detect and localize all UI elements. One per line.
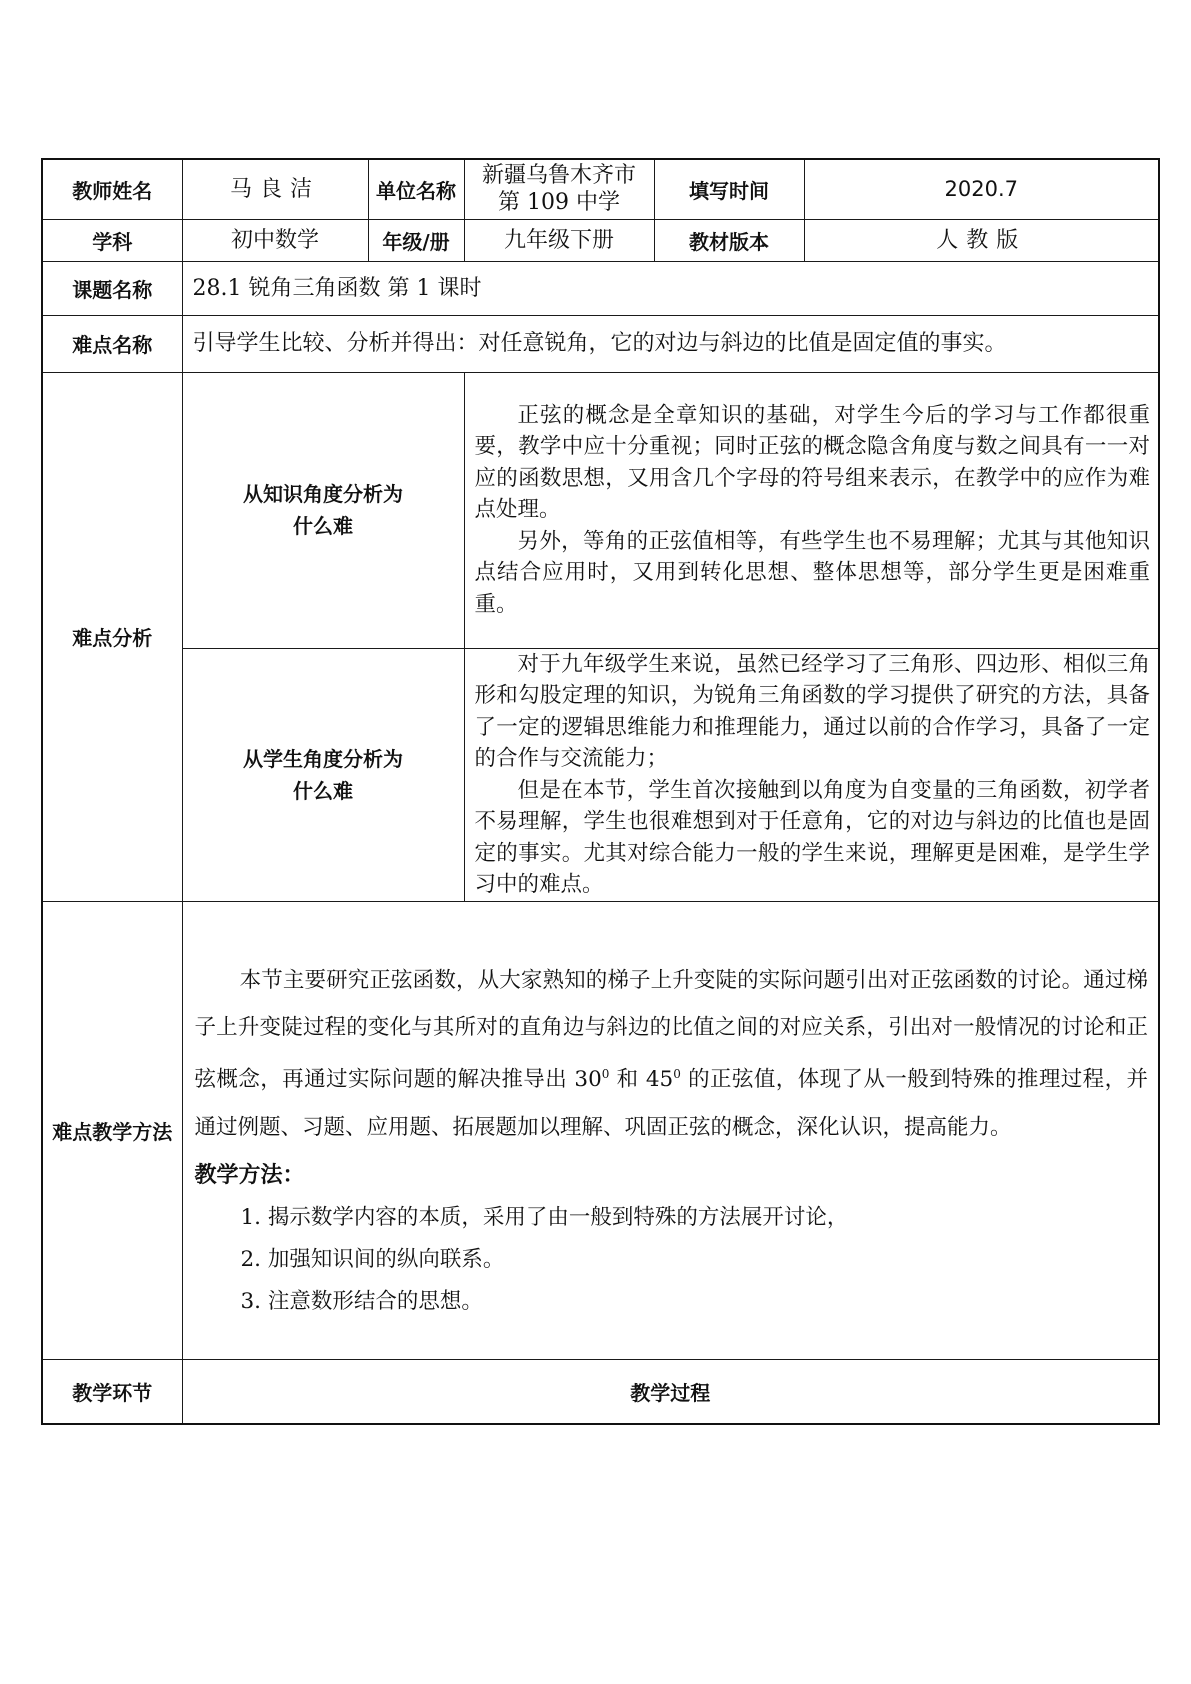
subject-label: 学科	[42, 219, 182, 261]
student-angle-label	[182, 648, 464, 901]
row-difficulty	[42, 315, 1159, 372]
method-item-1: 1. 揭示数学内容的本质，采用了由一般到特殊的方法展开讨论，	[240, 1204, 849, 1230]
topic-value: 28.1 锐角三角函数 第 1 课时	[182, 261, 1159, 315]
row-analysis-knowledge	[42, 372, 1159, 648]
teacher-label: 教师姓名	[42, 159, 182, 219]
difficulty-label: 难点名称	[42, 315, 182, 372]
stage-label: 教学环节	[42, 1359, 182, 1424]
time-label: 填写时间	[654, 159, 804, 219]
knowledge-paragraph-1: 正弦的概念是全章知识的基础，对学生今后的学习与工作都很重要，教学中应十分重视；同时正弦的概念隐含角度与数之间具有一一对应的函数思想，又用含几个字母的符号组来表示，在教学中的应作为难点处理。	[474, 402, 1150, 523]
topic-label: 课题名称	[42, 261, 182, 315]
unit-line-1: 新疆乌鲁木齐市	[481, 163, 636, 189]
student-angle-line-2: 什么难	[293, 778, 353, 803]
knowledge-analysis-text	[464, 372, 1159, 648]
knowledge-angle-line-1: 从知识角度分析为	[243, 482, 403, 506]
knowledge-angle-label	[182, 372, 464, 648]
method-paragraph-part-a: 本节主要研究正弦函数，从大家熟知的梯子上升变陡的实际问题引出对正弦函数的讨论。通过梯子上升变陡过程的变化与其所对的直角边与斜边的比值之间的对应关系，引出对一般情况的讨论和正弦概念，再通过实际问题的解决推导出 30	[194, 968, 1148, 1093]
grade-value: 九年级下册	[464, 219, 654, 261]
unit-label: 单位名称	[368, 159, 464, 219]
method-paragraph-part-b: 和 45	[609, 1067, 674, 1093]
unit-value	[464, 159, 654, 219]
row-subject	[42, 219, 1159, 261]
method-paragraph-part-c: 的正弦值，体现了从一般到特殊的推理过程，并通过例题、习题、应用题、拓展题加以理解、巩固正弦的概念，深化认识，提高能力。	[194, 1067, 1149, 1140]
row-method	[42, 901, 1159, 1359]
method-heading: 教学方法：	[194, 1161, 305, 1188]
analysis-label: 难点分析	[42, 372, 182, 901]
time-value: 2020.7	[804, 159, 1159, 219]
row-analysis-student	[42, 648, 1159, 901]
method-paragraph	[195, 957, 1149, 1150]
teacher-value: 马良洁	[182, 159, 368, 219]
degree-superscript-2: 0	[673, 1067, 681, 1082]
student-analysis-text	[464, 648, 1159, 901]
row-footer	[42, 1359, 1159, 1424]
edition-value: 人教版	[804, 219, 1159, 261]
difficulty-value: 引导学生比较、分析并得出：对任意锐角，它的对边与斜边的比值是固定值的事实。	[182, 315, 1159, 372]
student-paragraph-1: 对于九年级学生来说，虽然已经学习了三角形、四边形、相似三角形和勾股定理的知识，为锐角三角函数的学习提供了研究的方法，具备了一定的逻辑思维能力和推理能力，通过以前的合作学习，具备了一定的合作与交流能力；	[474, 651, 1150, 771]
method-item-3: 3. 注意数形结合的思想。	[240, 1288, 483, 1314]
process-label: 教学过程	[182, 1359, 1159, 1424]
lesson-plan-table	[41, 158, 1160, 1425]
student-angle-line-1: 从学生角度分析为	[243, 746, 403, 771]
method-item-2: 2. 加强知识间的纵向联系。	[240, 1246, 505, 1272]
knowledge-angle-line-2: 什么难	[293, 514, 353, 538]
subject-value: 初中数学	[182, 219, 368, 261]
method-label: 难点教学方法	[42, 901, 182, 1359]
method-content	[182, 901, 1159, 1359]
knowledge-paragraph-2: 另外，等角的正弦值相等，有些学生也不易理解；尤其与其他知识点结合应用时，又用到转化思想、整体思想等，部分学生更是困难重重。	[474, 528, 1150, 617]
grade-label: 年级/册	[368, 219, 464, 261]
row-topic	[42, 261, 1159, 315]
unit-line-2: 第 109 中学	[498, 190, 620, 216]
edition-label: 教材版本	[654, 219, 804, 261]
row-teacher	[42, 159, 1159, 219]
student-paragraph-2: 但是在本节，学生首次接触到以角度为自变量的三角函数，初学者不易理解，学生也很难想到对于任意角，它的对边与斜边的比值也是固定的事实。尤其对综合能力一般的学生来说，理解更是困难，是学生学习中的难点。	[474, 777, 1150, 897]
degree-superscript-1: 0	[601, 1067, 610, 1082]
